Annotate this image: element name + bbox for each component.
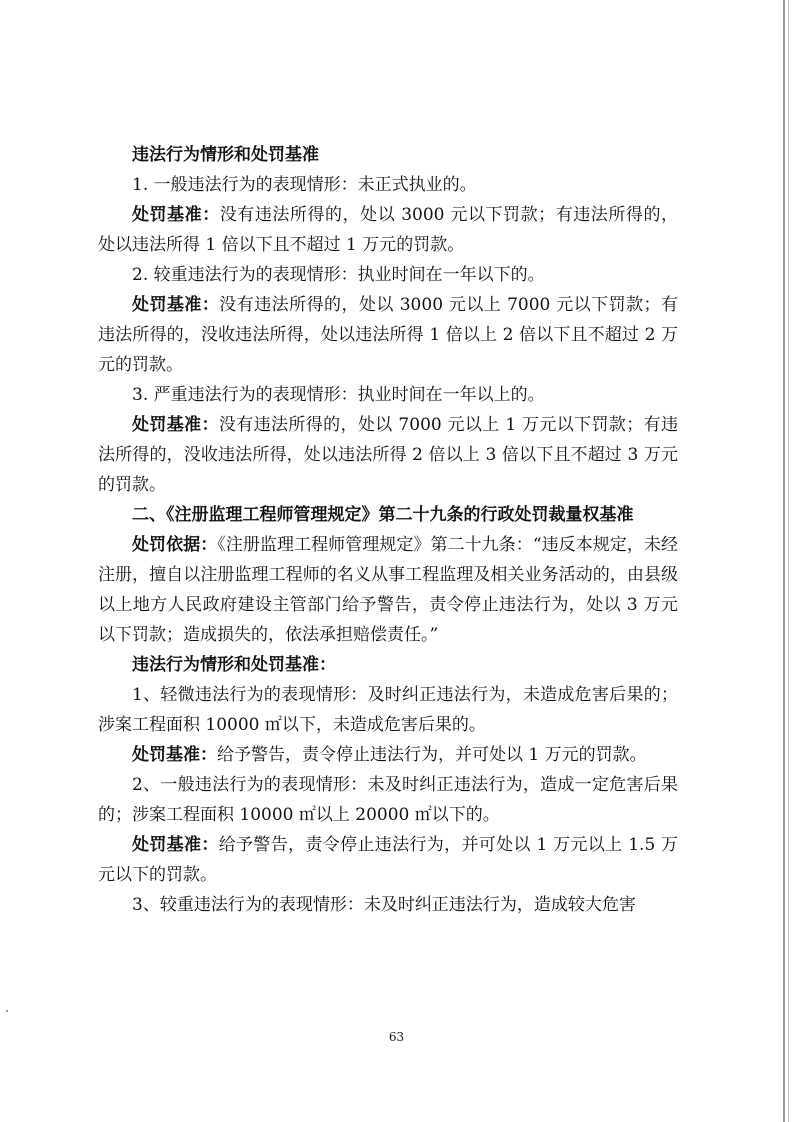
paragraph-lead: 处罚基准：: [132, 415, 219, 435]
paragraph: 处罚基准：给予警告，责令停止违法行为，并可处以 1 万元以上 1.5 万元以下的罚款。: [98, 835, 679, 885]
paragraph: 2、一般违法行为的表现情形：未及时纠正违法行为，造成一定危害后果的；涉案工程面积 10000 ㎡以上 20000 ㎡以下的。: [98, 775, 678, 825]
section-heading: 违法行为情形和处罚基准：: [132, 655, 336, 675]
page-number: 63: [388, 1030, 405, 1044]
paragraph: 处罚基准：没有违法所得的，处以 3000 元以上 7000 元以下罚款；有违法所得的，没收违法所得，处以违法所得 1 倍以上 2 倍以下且不超过 2 万元的罚款。: [98, 295, 678, 375]
paragraph: 处罚依据：《注册监理工程师管理规定》第二十九条：“违反本规定，未经注册，擅自以注册监理工程师的名义从事工程监理及相关业务活动的，由县级以上地方人民政府建设主管部门给予警告，责令停止违法行为，处以 3 万元以下罚款；造成损失的，依法承担赔偿责任。”: [98, 535, 678, 645]
paragraph-lead: 处罚基准：: [132, 295, 220, 315]
paragraph-lead: 处罚基准：: [132, 205, 220, 225]
scan-edge-line: [788, 0, 789, 1122]
paragraph: 1. 一般违法行为的表现情形：未正式执业的。: [132, 175, 477, 195]
paragraph: 3、较重违法行为的表现情形：未及时纠正违法行为，造成较大危害: [132, 895, 636, 915]
scan-speck: [6, 1010, 8, 1012]
paragraph-lead: 处罚基准：: [132, 835, 219, 855]
paragraph: 1、轻微违法行为的表现情形：及时纠正违法行为，未造成危害后果的；涉案工程面积 10000 ㎡以下，未造成危害后果的。: [98, 685, 678, 735]
paragraph: 3. 严重违法行为的表现情形：执业时间在一年以上的。: [132, 385, 545, 405]
paragraph-lead: 处罚依据：: [132, 535, 218, 555]
section-heading: 二、《注册监理工程师管理规定》第二十九条的行政处罚裁量权基准: [132, 505, 634, 525]
document-body: [98, 140, 678, 920]
paragraph: 处罚基准：给予警告，责令停止违法行为，并可处以 1 万元的罚款。: [132, 745, 647, 765]
section-heading: 违法行为情形和处罚基准: [132, 145, 319, 165]
paragraph: 处罚基准：没有违法所得的，处以 7000 元以上 1 万元以下罚款；有违法所得的，没收违法所得，处以违法所得 2 倍以上 3 倍以下且不超过 3 万元的罚款。: [98, 415, 678, 495]
paragraph: 2. 较重违法行为的表现情形：执业时间在一年以下的。: [132, 265, 545, 285]
paragraph-lead: 处罚基准：: [132, 745, 217, 765]
paragraph: 处罚基准：没有违法所得的，处以 3000 元以下罚款；有违法所得的，处以违法所得 1 倍以下且不超过 1 万元的罚款。: [98, 205, 678, 255]
scan-edge-line: [783, 0, 785, 1122]
